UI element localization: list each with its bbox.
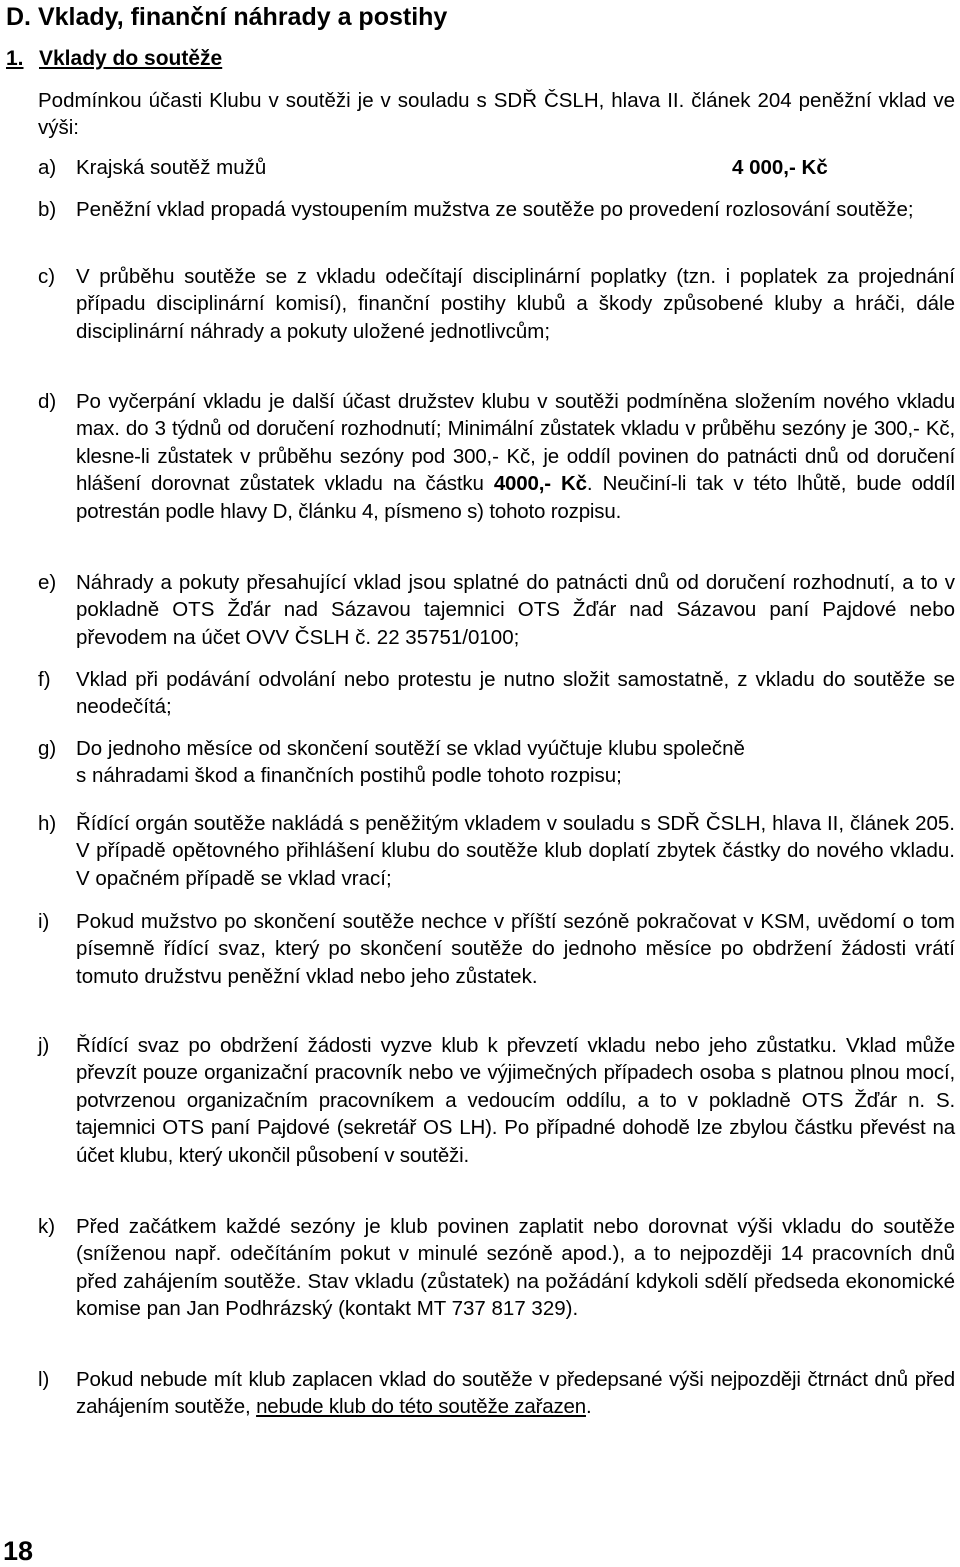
item-text [76,1366,955,1421]
item-text: Krajská soutěž mužů [76,156,267,179]
item-label: g) [38,737,57,760]
item-i [38,908,955,990]
item-label: e) [38,571,57,594]
deposit-amount-bold: 4000,- Kč [493,472,587,496]
item-c [38,263,955,345]
item-label: i) [38,910,50,933]
item-text: Před začátkem každé sezóny je klub povinen zaplatit nebo dorovnat výši vkladu do soutěže (sníženou např. odečítáním pokut v minulé sezóně apod.), a to nejpozději 14 pracovních dnů před zahájením soutěže. Stav vkladu (zůstatek) na požádání kdykoli sdělí předseda ekonomické komise pan Jan Podhrázský (kontakt MT 737 817 329). [76,1215,955,1321]
item-label: l) [38,1368,50,1391]
item-e [38,569,955,651]
item-text-part: Pokud nebude mít klub zaplacen vklad do soutěže v předepsané výši nejpozději čtrnáct dnů před zahájením soutěže, [76,1368,955,1419]
item-text: Peněžní vklad propadá vystoupením mužstva ze soutěže po provedení rozlosování soutěže; [76,198,914,221]
item-text-part: . Neučiní-li tak v této lhůtě, bude oddíl potrestán podle hlavy D, článku 4, písmeno s) tohoto rozpisu. [76,472,956,523]
item-text: Řídící svaz po obdržení žádosti vyzve klub k převzetí vkladu nebo jeho zůstatku. Vklad může převzít pouze organizační pracovník nebo ve výjimečných případech osoba s platnou plnou mocí, potvrzenou organizačním pracovníkem a vedoucím oddílu, a to v pokladně OTS Žďár n. S. tajemnici OTS paní Pajdové (sekretář OS LH). Po případné dohodě lze zbylou částku převést na účet klubu, který ukončil působení v soutěži. [76,1034,955,1167]
item-label: b) [38,198,57,221]
item-text: Pokud mužstvo po skončení soutěže nechce v příští sezóně pokračovat v KSM, uvědomí o tom písemně řídící svaz, který po skončení soutěže do jednoho měsíce po obdržení žádosti vrátí tomuto družstvu peněžní vklad nebo jeho zůstatek. [76,910,955,988]
item-text [76,735,955,790]
subsection-heading [6,46,222,72]
item-g [38,735,955,790]
item-label: f) [38,668,51,691]
page-number: 18 [3,1536,34,1566]
item-text-line: s náhradami škod a finančních postihů podle tohoto rozpisu; [76,764,622,788]
item-f [38,666,955,721]
item-text-part: . [585,1395,592,1419]
item-k [38,1213,955,1323]
item-text-line: Do jednoho měsíce od skončení soutěží se vklad vyúčtuje klubu společně [76,737,745,760]
item-label: c) [38,265,56,288]
item-b [38,196,955,223]
item-label: a) [38,156,57,179]
item-label: j) [38,1034,50,1057]
item-l [38,1366,955,1421]
item-text [76,388,955,525]
item-j [38,1032,955,1169]
item-text: Řídící orgán soutěže nakládá s peněžitým vkladem v souladu s SDŘ ČSLH, hlava II, článek 205. V případě opětovného přihlášení klubu do soutěže klub doplatí zbytek částky do nového vkladu. V opačném případě se vklad vrací; [76,812,955,890]
item-label: k) [38,1215,56,1238]
intro-paragraph: Podmínkou účasti Klubu v soutěži je v souladu s SDŘ ČSLH, hlava II. článek 204 peněžní vklad ve výši: [38,89,955,140]
item-d [38,388,955,525]
underlined-text: nebude klub do této soutěže zařazen [256,1395,586,1419]
item-text: V průběhu soutěže se z vkladu odečítají disciplinární poplatky (tzn. i poplatek za projednání případu disciplinární komisí), finanční postihy klubů a škody způsobené kluby a hráči, dále disciplinární náhrady a pokuty uložené jednotlivcům; [76,265,955,343]
item-h [38,810,955,892]
subsection-title: Vklady do soutěže [39,47,223,70]
item-label: h) [38,812,57,835]
item-label: d) [38,390,57,413]
item-text-part: Po vyčerpání vkladu je další účast družstev klubu v soutěži podmíněna složením nového vkladu max. do 3 týdnů od doručení rozhodnutí; Minimální zůstatek vkladu v průběhu sezóny je 300,- Kč, klesne-li zůstatek v průběhu sezóny pod 300,- Kč, je oddíl povinen do patnácti dnů od doručení hlášení dorovnat zůstatek vkladu na částku [76,390,955,496]
subsection-number: 1. [6,47,24,70]
section-title: D. Vklady, finanční náhrady a postihy [6,3,448,31]
item-text: Náhrady a pokuty přesahující vklad jsou splatné do patnácti dnů od doručení rozhodnutí, a to v pokladně OTS Žďár nad Sázavou tajemnici OTS Žďár nad Sázavou paní Pajdové nebo převodem na účet OVV ČSLH č. 22 35751/0100; [76,571,955,649]
item-text: Vklad při podávání odvolání nebo protestu je nutno složit samostatně, z vkladu do soutěže se neodečítá; [76,668,955,719]
deposit-amount: 4 000,- Kč [732,156,828,179]
